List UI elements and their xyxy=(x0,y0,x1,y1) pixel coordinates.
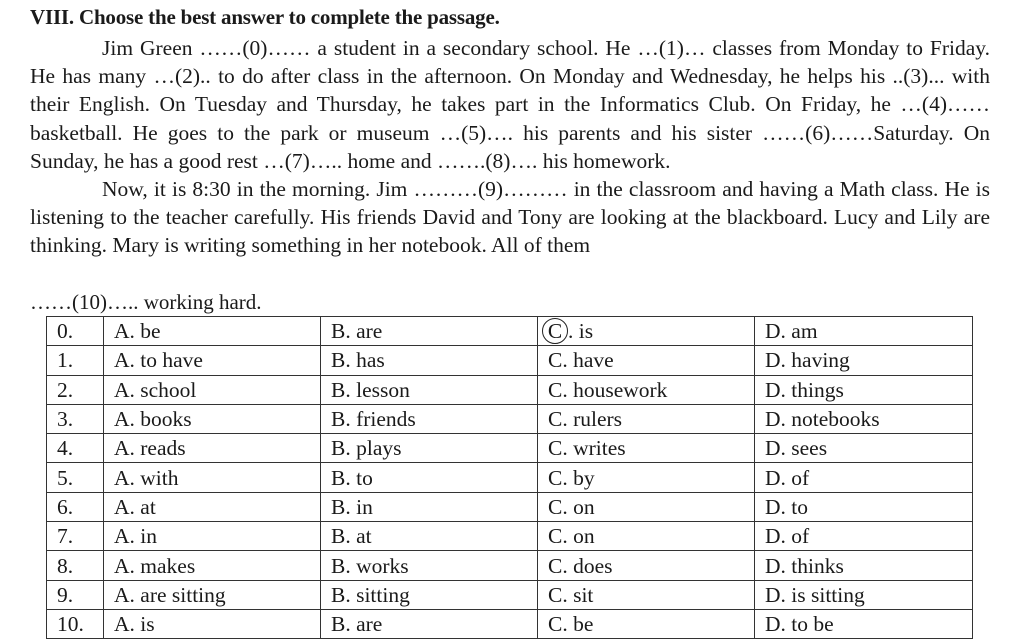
option-b[interactable]: B. to xyxy=(321,463,538,492)
passage-paragraph-2: Now, it is 8:30 in the morning. Jim ………(9)……… in the classroom and having a Math class. He is listening to the teacher carefully. His friends David and Tony are looking at the blackboard. Lucy and Lily are thinking. Mary is writing something in her notebook. All of them xyxy=(30,177,990,258)
question-number: 8. xyxy=(47,551,104,580)
option-d[interactable]: D. sees xyxy=(755,434,973,463)
option-c[interactable]: C. have xyxy=(538,346,755,375)
circled-answer-mark: C xyxy=(542,318,568,344)
option-a[interactable]: A. school xyxy=(104,375,321,404)
option-a[interactable]: A. in xyxy=(104,522,321,551)
question-number: 4. xyxy=(47,434,104,463)
table-row xyxy=(47,609,973,638)
option-d[interactable]: D. things xyxy=(755,375,973,404)
option-a[interactable]: A. be xyxy=(104,317,321,346)
question-number: 0. xyxy=(47,317,104,346)
option-c[interactable]: C. does xyxy=(538,551,755,580)
option-a[interactable]: A. at xyxy=(104,492,321,521)
option-c[interactable]: C. be xyxy=(538,609,755,638)
option-d[interactable]: D. am xyxy=(755,317,973,346)
table-row xyxy=(47,346,973,375)
option-a[interactable]: A. is xyxy=(104,609,321,638)
option-b[interactable]: B. sitting xyxy=(321,580,538,609)
option-b[interactable]: B. works xyxy=(321,551,538,580)
option-d[interactable]: D. to xyxy=(755,492,973,521)
option-b[interactable]: B. are xyxy=(321,317,538,346)
question-number: 5. xyxy=(47,463,104,492)
option-b[interactable]: B. plays xyxy=(321,434,538,463)
table-row xyxy=(47,522,973,551)
table-row xyxy=(47,375,973,404)
option-a[interactable]: A. to have xyxy=(104,346,321,375)
table-row xyxy=(47,551,973,580)
option-a[interactable]: A. with xyxy=(104,463,321,492)
option-b[interactable]: B. has xyxy=(321,346,538,375)
question-number: 10. xyxy=(47,609,104,638)
option-d[interactable]: D. of xyxy=(755,463,973,492)
option-d[interactable]: D. is sitting xyxy=(755,580,973,609)
option-c[interactable]: C. by xyxy=(538,463,755,492)
option-d[interactable]: D. notebooks xyxy=(755,404,973,433)
option-c[interactable]: C. housework xyxy=(538,375,755,404)
table-row xyxy=(47,434,973,463)
option-b[interactable]: B. friends xyxy=(321,404,538,433)
question-number: 9. xyxy=(47,580,104,609)
option-c[interactable]: C. writes xyxy=(538,434,755,463)
table-row xyxy=(47,492,973,521)
question-number: 3. xyxy=(47,404,104,433)
option-c[interactable] xyxy=(538,317,755,346)
passage xyxy=(30,34,990,260)
question-number: 7. xyxy=(47,522,104,551)
option-d[interactable]: D. having xyxy=(755,346,973,375)
option-a[interactable]: A. are sitting xyxy=(104,580,321,609)
passage-paragraph-2-end: ……(10)….. working hard. xyxy=(30,290,262,314)
table-row xyxy=(47,404,973,433)
option-c[interactable]: C. on xyxy=(538,522,755,551)
option-c[interactable]: C. on xyxy=(538,492,755,521)
question-number: 6. xyxy=(47,492,104,521)
option-a[interactable]: A. makes xyxy=(104,551,321,580)
table-row xyxy=(47,580,973,609)
table-row xyxy=(47,317,973,346)
option-b[interactable]: B. lesson xyxy=(321,375,538,404)
passage-paragraph-1: Jim Green ……(0)…… a student in a secondary school. He …(1)… classes from Monday to Friday. He has many …(2).. to do after class in the afternoon. On Monday and Wednesday, he helps his ..(3)... with their English. On Tuesday and Thursday, he takes part in the Informatics Club. On Friday, he …(4)……basketball. He goes to the park or museum …(5)…. his parents and his sister ……(6)……Saturday. On Sunday, he has a good rest …(7)….. home and …….(8)…. his homework. xyxy=(30,36,990,173)
table-row xyxy=(47,463,973,492)
answer-options-table xyxy=(46,316,973,639)
option-a[interactable]: A. reads xyxy=(104,434,321,463)
option-c-text: . is xyxy=(568,319,594,344)
option-b[interactable]: B. in xyxy=(321,492,538,521)
option-b[interactable]: B. are xyxy=(321,609,538,638)
option-d[interactable]: D. of xyxy=(755,522,973,551)
option-b[interactable]: B. at xyxy=(321,522,538,551)
option-d[interactable]: D. to be xyxy=(755,609,973,638)
option-c[interactable]: C. sit xyxy=(538,580,755,609)
exercise-heading: VIII. Choose the best answer to complete the passage. xyxy=(30,5,500,29)
question-number: 2. xyxy=(47,375,104,404)
option-d[interactable]: D. thinks xyxy=(755,551,973,580)
option-a[interactable]: A. books xyxy=(104,404,321,433)
option-c[interactable]: C. rulers xyxy=(538,404,755,433)
question-number: 1. xyxy=(47,346,104,375)
